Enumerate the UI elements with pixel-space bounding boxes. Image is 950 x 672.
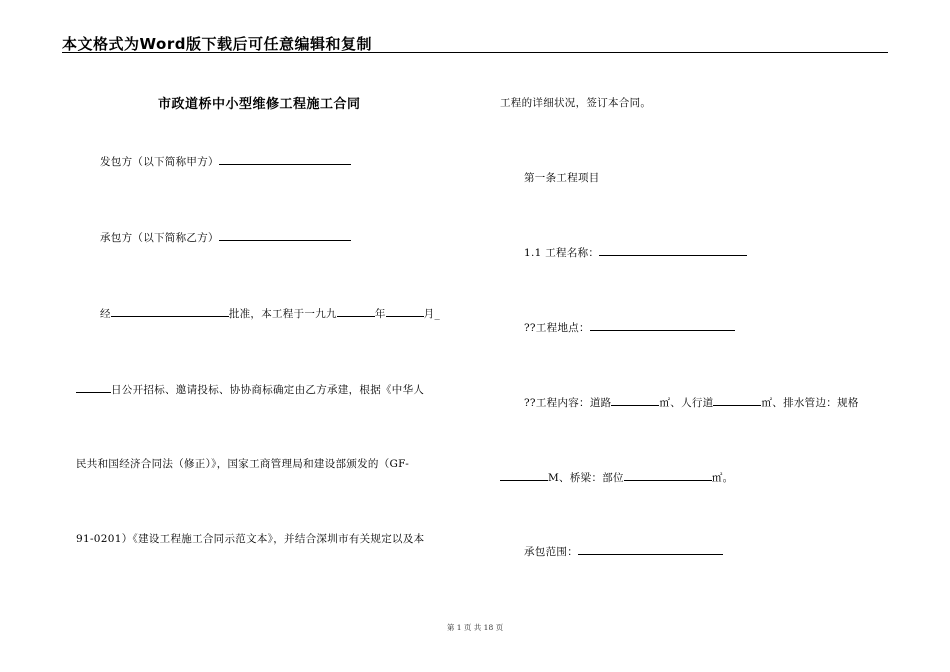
project-location-line (524, 319, 735, 335)
continuation-text: 工程的详细状况，签订本合同。 (500, 97, 652, 109)
party-b-line (100, 229, 351, 245)
project-name-blank[interactable] (599, 244, 747, 256)
road-area-blank[interactable] (611, 394, 659, 406)
party-b-blank[interactable] (219, 229, 351, 241)
road-unit: ㎡、人行道 (659, 397, 714, 409)
project-location-label: ??工程地点： (524, 322, 590, 334)
paragraph-line-4 (76, 531, 424, 546)
paragraph-text-4: 91-0201）《建设工程施工合同示范文本》，并结合深圳市有关规定以及本 (76, 533, 425, 545)
bridge-area-blank[interactable] (624, 469, 712, 481)
approval-line (100, 305, 440, 321)
month-label: 月 (423, 308, 435, 320)
bridge-label: M、桥梁：部位 (548, 472, 624, 484)
day-blank[interactable] (76, 381, 111, 393)
paragraph-line-3 (76, 456, 409, 471)
article-1-heading (524, 170, 600, 185)
project-content-line (524, 394, 859, 410)
contract-scope-label: 承包范围： (524, 546, 578, 558)
year-blank[interactable] (337, 305, 375, 317)
party-a-line (100, 153, 351, 169)
year-label: 年 (374, 308, 386, 320)
pipe-spec-blank[interactable] (500, 469, 548, 481)
page-footer: 第 1 页 共 18 页 (446, 623, 504, 632)
party-b-label: 承包方（以下简称乙方） (100, 232, 219, 244)
party-a-label: 发包方（以下简称甲方） (100, 156, 219, 168)
project-content-label: ??工程内容：道路 (524, 397, 612, 409)
contract-scope-blank[interactable] (578, 543, 723, 555)
approver-blank[interactable] (111, 305, 229, 317)
sidewalk-unit: ㎡、排水管边：规格 (761, 397, 859, 409)
trailing-underscore: _ (434, 308, 440, 320)
bridge-unit: ㎡。 (711, 472, 734, 484)
paragraph-line-2 (76, 381, 424, 397)
article-1-text: 第一条工程项目 (524, 172, 600, 184)
continuation-line (500, 95, 651, 110)
paragraph-text-2: 日公开招标、邀请投标、协协商标确定由乙方承建，根据《中华人 (111, 384, 425, 396)
document-title: 市政道桥中小型维修工程施工合同 (158, 97, 361, 112)
project-name-label: 1.1 工程名称： (524, 247, 600, 259)
approval-text: 批准，本工程于一九九 (228, 308, 337, 320)
paragraph-text-3: 民共和国经济合同法（修正）》，国家工商管理局和建设部颁发的（GF- (76, 458, 410, 470)
month-blank[interactable] (386, 305, 424, 317)
project-location-blank[interactable] (590, 319, 735, 331)
project-name-line (524, 244, 747, 260)
header-divider (62, 52, 888, 53)
contract-scope-line (524, 543, 723, 559)
project-content-line-2 (500, 469, 733, 485)
party-a-blank[interactable] (219, 153, 351, 165)
sidewalk-area-blank[interactable] (713, 394, 761, 406)
document-banner: 本文格式为Word版下载后可任意编辑和复制 (62, 35, 372, 53)
approval-prefix: 经 (100, 308, 111, 320)
